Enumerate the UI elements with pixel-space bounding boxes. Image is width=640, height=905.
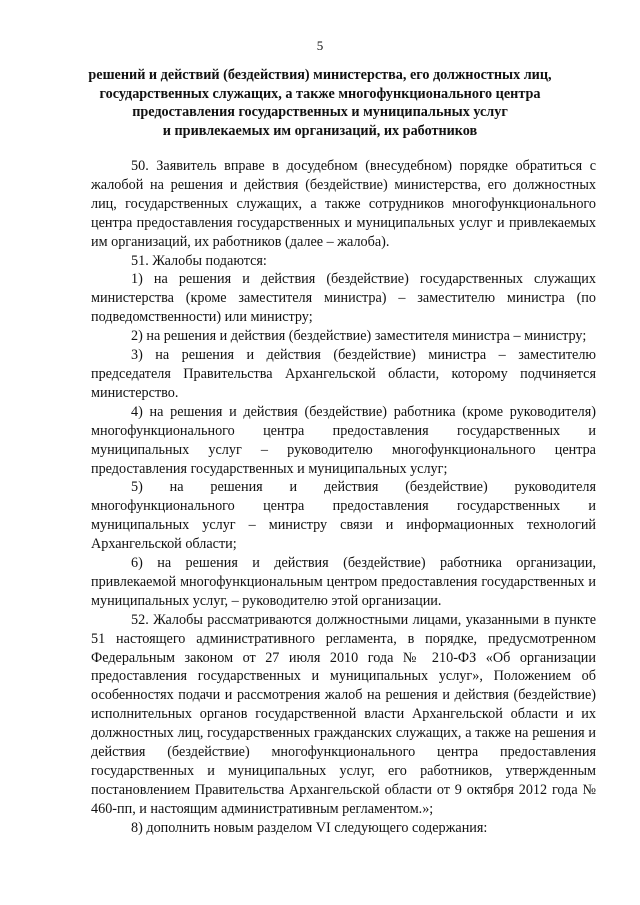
paragraph-amendment-8: 8) дополнить новым разделом VI следующего содержания:	[131, 819, 488, 836]
paragraph-51: 51. Жалобы подаются:	[131, 252, 267, 269]
paragraph-51-item-4: 4) на решения и действия (бездействие) работника (кроме руководителя) многофункционального центра предоставления государственных и муниципальных услуг – руководителю многофункционального центра предоставления государственных и муниципальных услуг;	[91, 403, 596, 477]
paragraph-51-item-6: 6) на решения и действия (бездействие) работника организации, привлекаемой многофункциональным центром предоставления государственных и муниципальных услуг, – руководителю этой организации.	[91, 555, 596, 609]
paragraph-51-item-2: 2) на решения и действия (бездействие) заместителя министра – министру;	[131, 328, 587, 345]
paragraph-51-item-1: 1) на решения и действия (бездействие) государственных служащих министерства (кроме заместителя министра) – заместителю министра (по подведомственности) или министру;	[91, 271, 596, 326]
heading-line: предоставления государственных и муниципальных услуг	[132, 104, 508, 120]
page-number: 5	[316, 38, 324, 53]
heading-line: государственных служащих, а также многофункционального центра	[99, 85, 541, 102]
paragraph-50: 50. Заявитель вправе в досудебном (внесудебном) порядке обратиться с жалобой на решения и действия (бездействие) министерства, его должностных лиц, государственных служащих, а также сотрудников многофункционального центра предоставления государственных и муниципальных услуг и привлекаемых им организаций, их работников (далее – жалоба).	[91, 158, 596, 250]
body-text	[91, 157, 596, 838]
paragraph-51-item-3: 3) на решения и действия (бездействие) министра – заместителю председателя Правительства Архангельской области, которому подчиняется министерство.	[91, 347, 596, 401]
heading-line: решений и действий (бездействия) министерства, его должностных лиц,	[88, 67, 552, 83]
heading-line: и привлекаемых им организаций, их работников	[162, 122, 478, 139]
paragraph-52: 52. Жалобы рассматриваются должностными лицами, указанными в пункте 51 настоящего административного регламента, в порядке, предусмотренном Федеральным законом от 27 июля 2010 года № 210-ФЗ «Об организации предоставления государственных и муниципальных услуг», Положением об особенностях подачи и рассмотрения жалоб на решения и действия (бездействие) исполнительных органов государственной власти Архангельской области и их должностных лиц, государственных гражданских служащих, а также на решения и действия (бездействие) многофункционального центра предоставления государственных и муниципальных услуг, его работников, утвержденным постановлением Правительства Архангельской области от 9 октября 2012 года № 460-пп, и настоящим административным регламентом.»;	[91, 611, 596, 817]
paragraph-51-item-5: 5) на решения и действия (бездействие) руководителя многофункционального центра предоставления государственных и муниципальных услуг – министру связи и информационных технологий Архангельской области;	[91, 479, 596, 553]
section-heading	[80, 66, 560, 140]
